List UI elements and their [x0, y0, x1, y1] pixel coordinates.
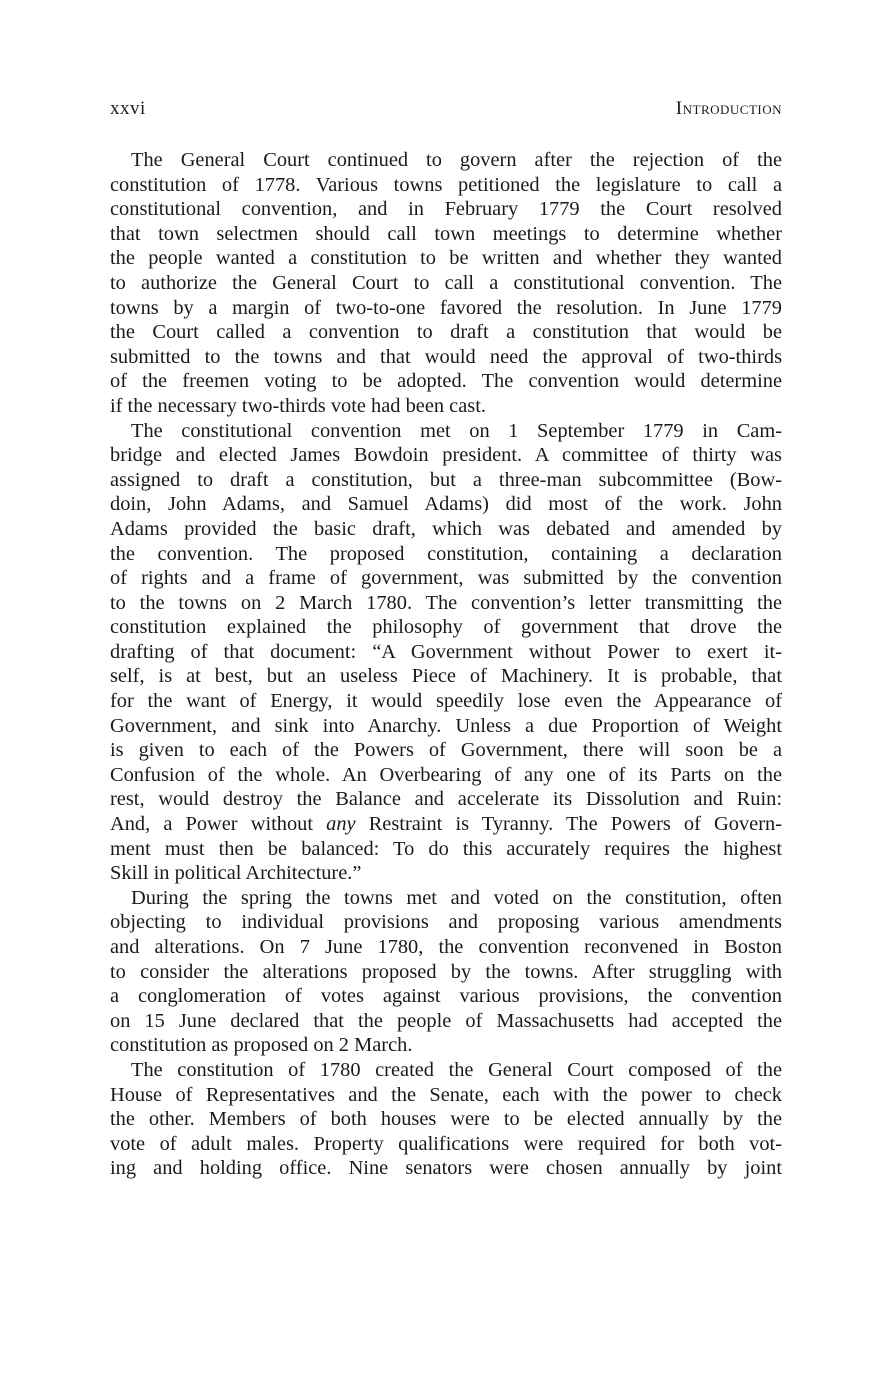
text-line: assigned to draft a constitution, but a three-man subcommittee (Bow- — [110, 468, 782, 491]
paragraph-4 — [110, 1058, 782, 1181]
body-text — [110, 148, 782, 1181]
text-line: bridge and elected James Bowdoin president. A committee of thirty was — [110, 444, 782, 467]
text-line: of rights and a frame of government, was submitted by the convention — [110, 567, 782, 590]
text-line: the people wanted a constitution to be written and whether they wanted — [110, 247, 782, 270]
text-line: of the freemen voting to be adopted. The convention would determine — [110, 370, 782, 393]
text-fragment: And, a Power without — [110, 813, 327, 836]
text-line: objecting to individual provisions and proposing various amendments — [110, 911, 782, 934]
text-line: Confusion of the whole. An Overbearing of any one of its Parts on the — [110, 763, 782, 786]
text-line: ing and holding office. Nine senators were chosen annually by joint — [110, 1157, 782, 1180]
paragraph-3 — [110, 886, 782, 1058]
text-line: constitution of 1778. Various towns petitioned the legislature to call a — [110, 173, 782, 196]
text-line: Government, and sink into Anarchy. Unless a due Proportion of Weight — [110, 714, 782, 737]
text-line — [110, 812, 782, 837]
text-line: drafting of that document: “A Government without Power to exert it- — [110, 640, 782, 663]
text-line: and alterations. On 7 June 1780, the convention reconvened in Boston — [110, 936, 782, 958]
text-line: submitted to the towns and that would need the approval of two-thirds — [110, 345, 782, 368]
text-line: doin, John Adams, and Samuel Adams) did most of the work. John — [110, 493, 782, 516]
paragraph-1 — [110, 148, 782, 419]
text-line: to authorize the General Court to call a constitutional convention. The — [110, 271, 782, 294]
text-line: House of Representatives and the Senate, each with the power to check — [110, 1083, 782, 1106]
text-line: that town selectmen should call town meetings to determine whether — [110, 222, 782, 245]
text-line: the Court called a convention to draft a constitution that would be — [110, 321, 782, 344]
text-line: ment must then be balanced: To do this accurately requires the highest — [110, 837, 782, 860]
text-line: if the necessary two-thirds vote had been cast. — [110, 394, 486, 417]
text-line: the convention. The proposed constitution, containing a declaration — [110, 542, 782, 565]
text-line: constitution explained the philosophy of government that drove the — [110, 616, 782, 639]
page-number: xxvi — [110, 98, 146, 119]
text-line: a conglomeration of votes against various provisions, the convention — [110, 985, 782, 1008]
section-title: Introduction — [675, 98, 782, 119]
text-line: on 15 June declared that the people of Massachusetts had accepted the — [110, 1009, 782, 1032]
text-fragment: Restraint is Tyranny. The Powers of Govern- — [355, 813, 782, 836]
text-line: The General Court continued to govern after the rejection of the — [131, 149, 782, 171]
text-line: rest, would destroy the Balance and accelerate its Dissolution and Ruin: — [110, 788, 782, 811]
text-line: the other. Members of both houses were to be elected annually by the — [110, 1108, 782, 1131]
text-line: to consider the alterations proposed by the towns. After struggling with — [110, 960, 782, 983]
text-line: constitution as proposed on 2 March. — [110, 1034, 413, 1057]
text-line: The constitutional convention met on 1 September 1779 in Cam- — [131, 419, 782, 442]
text-line: The constitution of 1780 created the General Court composed of the — [131, 1058, 782, 1081]
text-line: vote of adult males. Property qualifications were required for both vot- — [110, 1132, 782, 1155]
text-line: Adams provided the basic draft, which was debated and amended by — [110, 517, 782, 540]
text-line: for the want of Energy, it would speedily lose even the Appearance of — [110, 690, 782, 713]
text-line: During the spring the towns met and voted on the constitution, often — [131, 886, 782, 909]
text-line: Skill in political Architecture.” — [110, 862, 362, 885]
text-line: constitutional convention, and in February 1779 the Court resolved — [110, 198, 782, 221]
text-line: to the towns on 2 March 1780. The convention’s letter transmitting the — [110, 591, 782, 614]
emphasis-text: any — [326, 813, 356, 836]
text-line: towns by a margin of two-to-one favored the resolution. In June 1779 — [110, 296, 782, 319]
text-line: self, is at best, but an useless Piece of Machinery. It is probable, that — [110, 665, 782, 688]
paragraph-2 — [110, 419, 782, 886]
running-head — [110, 98, 782, 126]
text-line: is given to each of the Powers of Government, there will soon be a — [110, 739, 782, 762]
